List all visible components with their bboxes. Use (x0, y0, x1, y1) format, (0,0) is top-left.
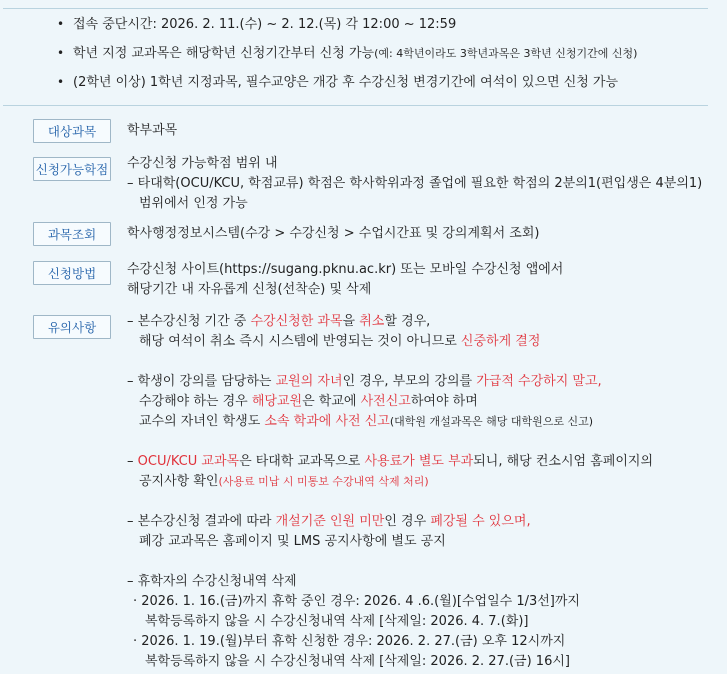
label-lookup: 과목조회 (33, 222, 111, 246)
label-target: 대상과목 (33, 119, 111, 143)
bullet-item: • (2학년 이상) 1학년 지정과목, 필수교양은 개강 후 수강신청 변경기간에 여석이 있으면 신청 가능 (0, 68, 727, 97)
notice-bullets (0, 10, 727, 97)
top-divider (3, 8, 708, 9)
label-credits: 신청가능학점 (33, 157, 111, 181)
credits-text: 수강신청 가능학점 범위 내 – 타대학(OCU/KCU, 학점교류) 학점은 학사학위과정 졸업에 필요한 학점의 2분의1(편입생은 4분의1) 범위에서 인정 가능 (127, 156, 703, 211)
method-text: 수강신청 사이트(https://sugang.pknu.ac.kr) 또는 모바일 수강신청 앱에서 해당기간 내 자유롭게 신청(선착순) 및 삭제 (127, 262, 564, 297)
section-divider (3, 105, 708, 106)
label-notes: 유의사항 (33, 315, 111, 339)
bullet-item: • 학년 지정 교과목은 해당학년 신청기간부터 신청 가능(예: 4학년이라도 3학년과목은 3학년 신청기간에 신청) (0, 39, 727, 68)
lookup-text: 학사행정정보시스템(수강 > 수강신청 > 수업시간표 및 강의계획서 조회) (127, 226, 540, 241)
bullet-item: • 접속 중단시간: 2026. 2. 11.(수) ~ 2. 12.(목) 각 12:00 ~ 12:59 (0, 10, 727, 39)
notes-text: – 본수강신청 기간 중 수강신청한 과목을 취소할 경우, 해당 여석이 취소 즉시 시스템에 반영되는 것이 아니므로 신중하게 결정 – 학생이 강의를 담당하는 교원의 자녀인 경우, 부모의 강의를 가급적 수강하지 말고, 수강해야 하는 경우 해당교원은 학교에 사전신고하여야 하며 교수의 자녀인 학생도 소속 학과에 사전 신고(대학원 개설과목은 해당 대학원으로 신고) – OCU/KCU 교과목은 타대학 교과목으로 사용료가 별도 부과되니, 해당 컨소시엄 홈페이지의 공지사항 확인(사용료 미납 시 미통보 수강내역 삭제 처리) – 본수강신청 결과에 따라 개설기준 인원 미만인 경우 폐강될 수 있으며, 폐강 교과목은 홈페이지 및 LMS 공지사항에 별도 공지 – 휴학자의 수강신청내역 삭제 · 2026. 1. 16.(금)까지 휴학 중인 경우: 2026. 4 .6.(월)[수업일수 1/3선]까지 복학등록하지 않을 시 수강신청내역 삭제 [삭제일: 2026. 4. 7.(화)] · 2026. 1. 19.(월)부터 휴학 신청한 경우: 2026. 2. 27.(금) 오후 12시까지 복학등록하지 않을 시 수강신청내역 삭제 [삭제일: 2026. 2. 27.(금) 16시] (127, 314, 654, 669)
label-method: 신청방법 (33, 261, 111, 285)
target-text: 학부과목 (127, 123, 178, 138)
